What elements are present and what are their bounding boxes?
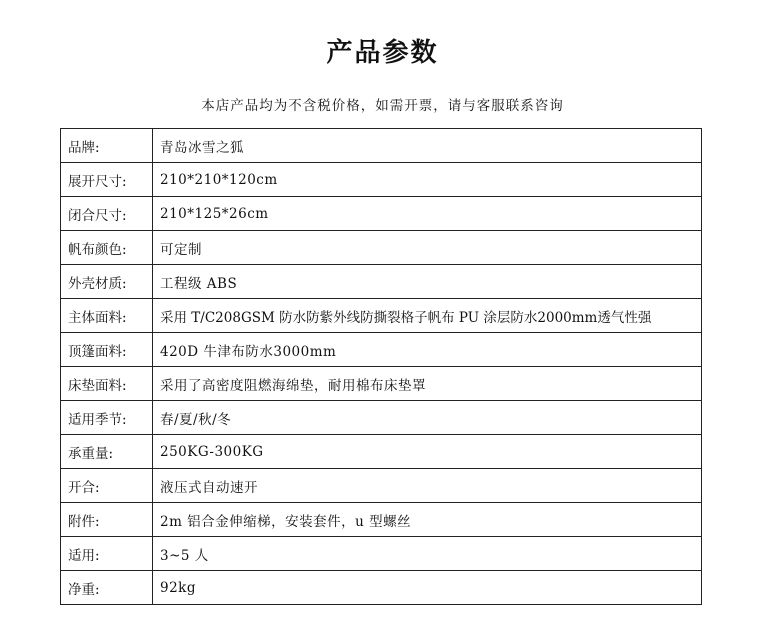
- table-row: [61, 503, 702, 537]
- spec-label: 承重量:: [61, 435, 153, 469]
- table-row: [61, 367, 702, 401]
- spec-value: 420D 牛津布防水3000mm: [153, 333, 702, 367]
- spec-label: 展开尺寸:: [61, 163, 153, 197]
- spec-table: [60, 128, 702, 605]
- spec-label: 品牌:: [61, 129, 153, 163]
- spec-value: 92kg: [153, 571, 702, 605]
- spec-value: 210*125*26cm: [153, 197, 702, 231]
- table-row: [61, 299, 702, 333]
- spec-label: 顶篷面料:: [61, 333, 153, 367]
- spec-value: 采用 T/C208GSM 防水防紫外线防撕裂格子帆布 PU 涂层防水2000mm透气性强: [153, 299, 702, 333]
- table-row: [61, 333, 702, 367]
- table-row: [61, 231, 702, 265]
- spec-value: 采用了高密度阻燃海绵垫，耐用棉布床垫罩: [153, 367, 702, 401]
- table-row: [61, 571, 702, 605]
- spec-value: 2m 铝合金伸缩梯，安装套件，u 型螺丝: [153, 503, 702, 537]
- table-row: [61, 163, 702, 197]
- spec-value: 可定制: [153, 231, 702, 265]
- spec-label: 净重:: [61, 571, 153, 605]
- table-row: [61, 265, 702, 299]
- table-row: [61, 537, 702, 571]
- spec-label: 外壳材质:: [61, 265, 153, 299]
- pricing-note: 本店产品均为不含税价格，如需开票，请与客服联系咨询: [201, 98, 564, 114]
- spec-value: 工程级 ABS: [153, 265, 702, 299]
- spec-label: 主体面料:: [61, 299, 153, 333]
- page-title: 产品参数: [326, 38, 439, 68]
- table-row: [61, 469, 702, 503]
- spec-label: 适用季节:: [61, 401, 153, 435]
- table-row: [61, 129, 702, 163]
- spec-value: 210*210*120cm: [153, 163, 702, 197]
- spec-label: 床垫面料:: [61, 367, 153, 401]
- table-row: [61, 401, 702, 435]
- spec-value: 春/夏/秋/冬: [153, 401, 702, 435]
- spec-label: 闭合尺寸:: [61, 197, 153, 231]
- spec-label: 适用:: [61, 537, 153, 571]
- spec-value: 3~5 人: [153, 537, 702, 571]
- spec-value: 250KG-300KG: [153, 435, 702, 469]
- table-row: [61, 197, 702, 231]
- spec-label: 附件:: [61, 503, 153, 537]
- spec-label: 帆布颜色:: [61, 231, 153, 265]
- table-row: [61, 435, 702, 469]
- spec-value: 青岛冰雪之狐: [153, 129, 702, 163]
- spec-label: 开合:: [61, 469, 153, 503]
- spec-value: 液压式自动速开: [153, 469, 702, 503]
